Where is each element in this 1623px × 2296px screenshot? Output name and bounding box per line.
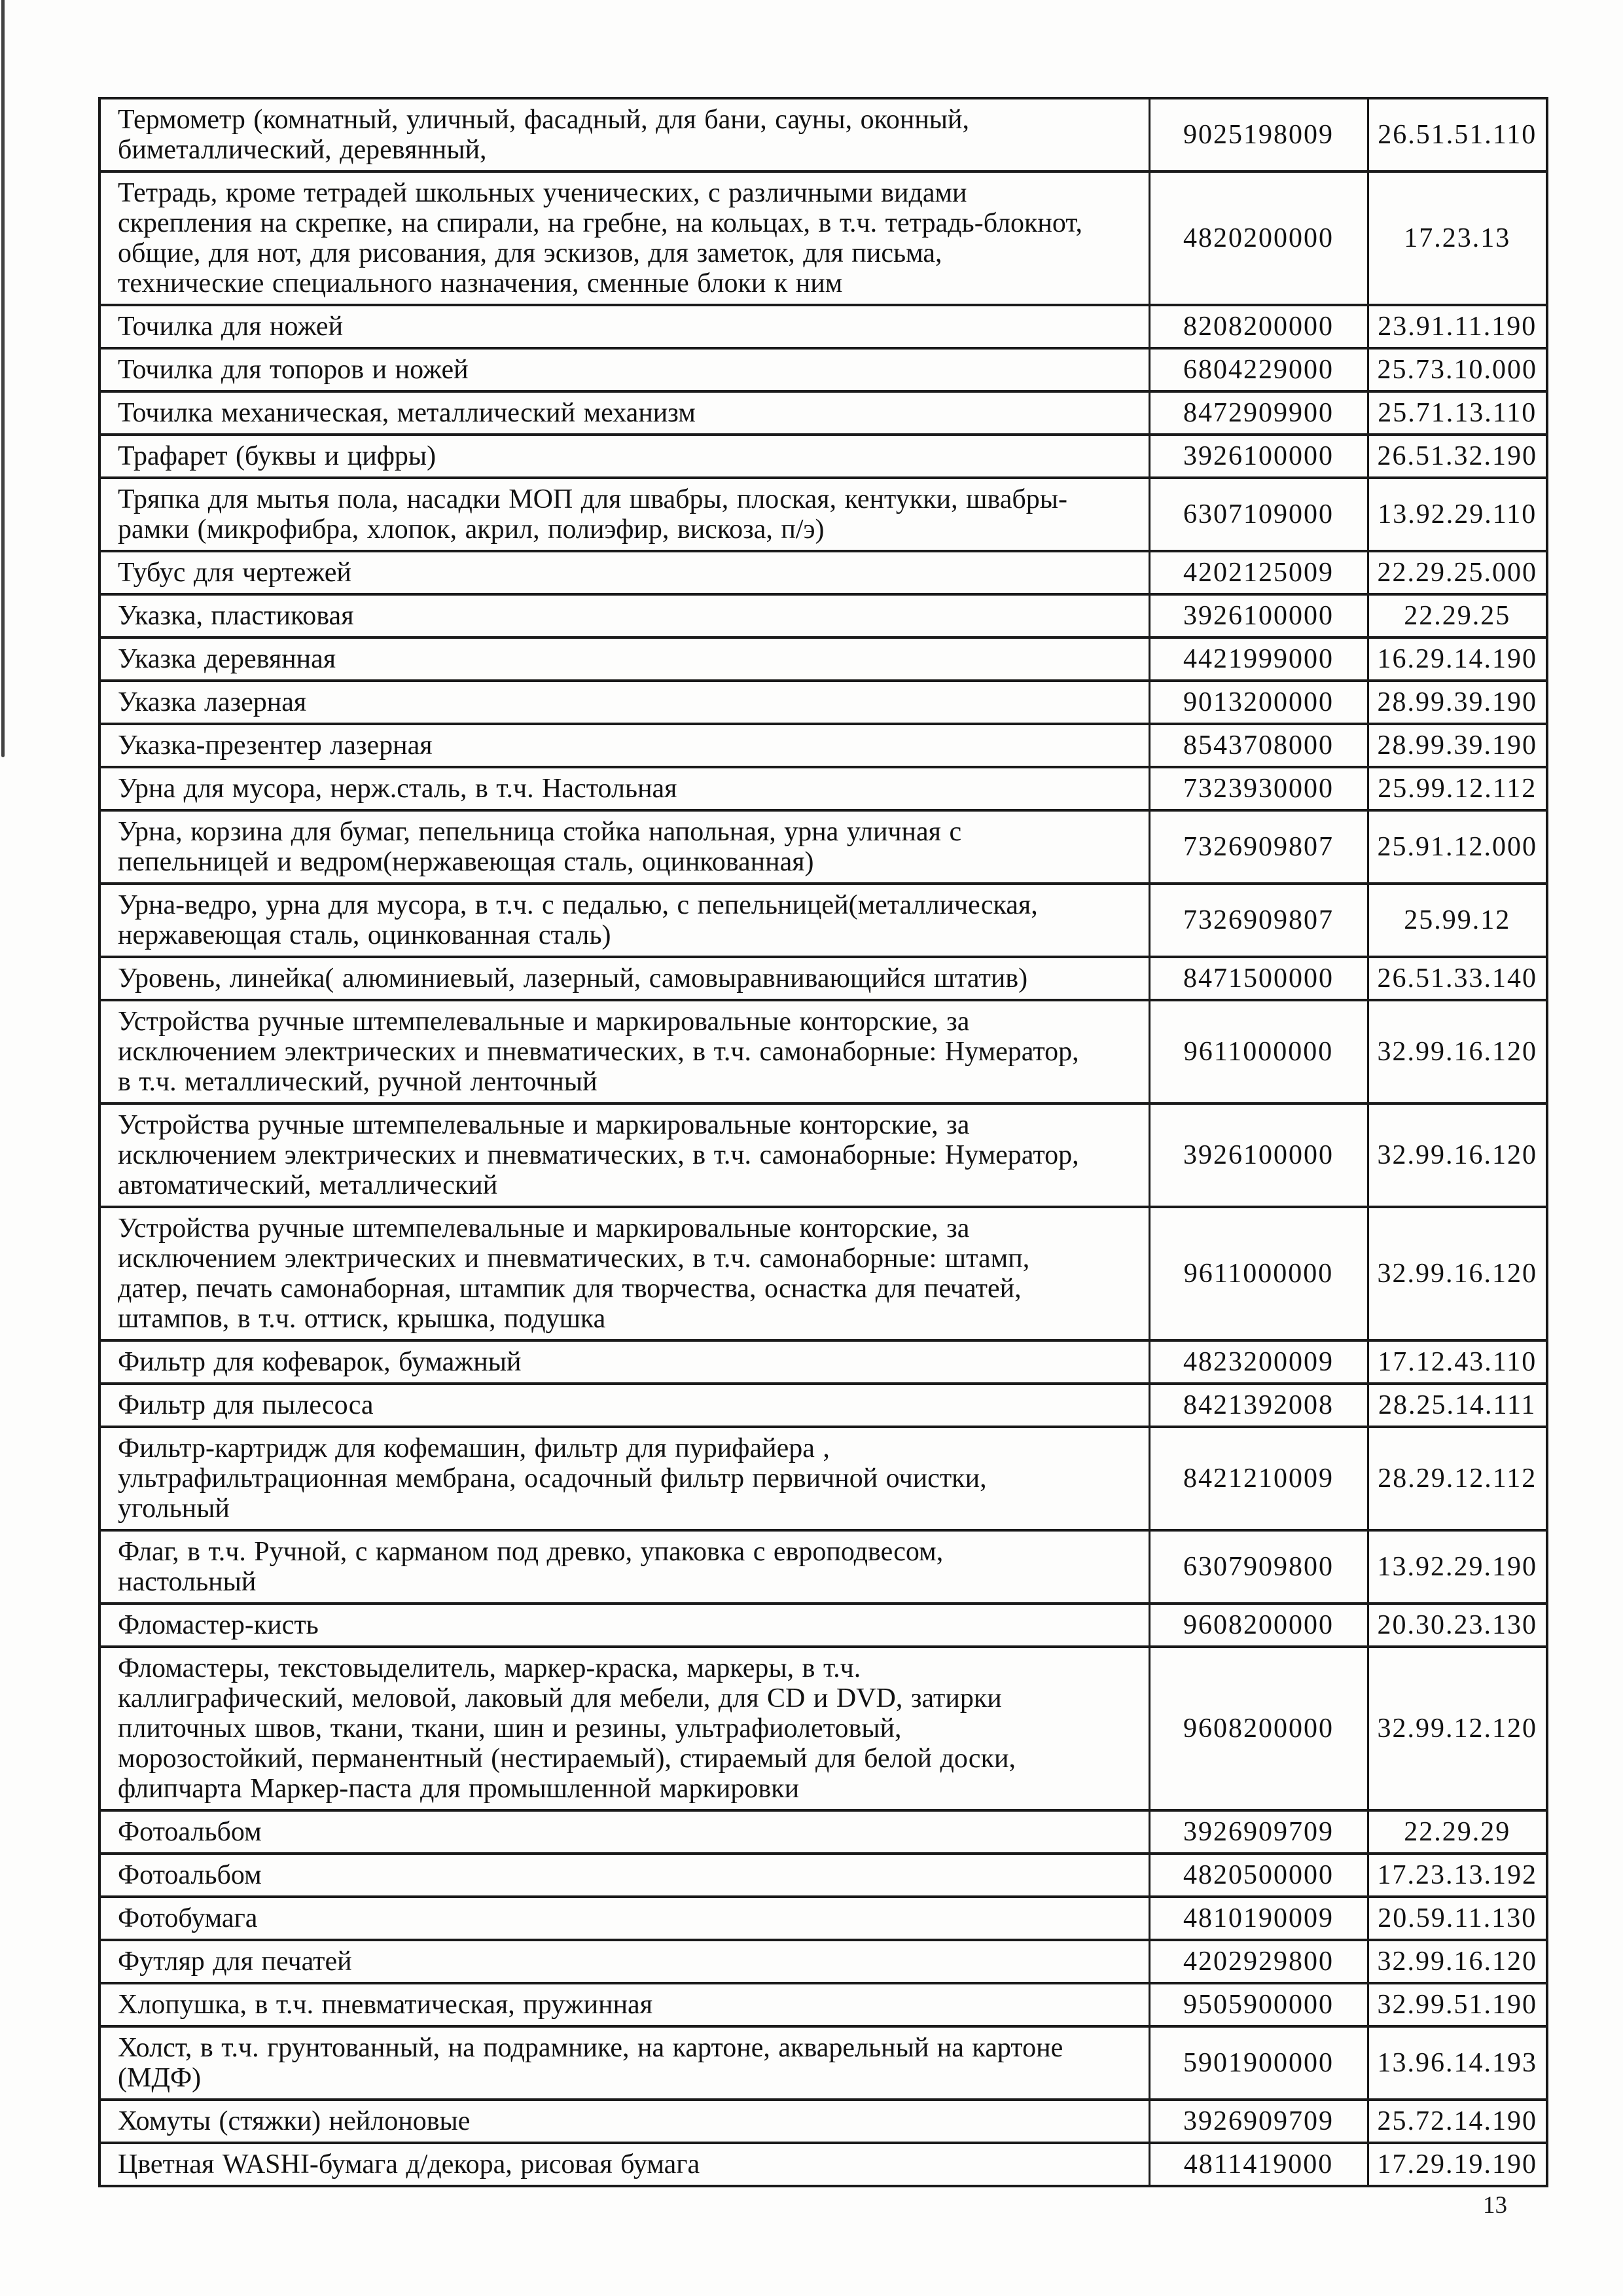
- tnved-code-cell: 8543708000: [1149, 724, 1368, 767]
- tnved-code-cell: 9608200000: [1149, 1604, 1368, 1647]
- okpd2-code-cell: 28.29.12.112: [1368, 1427, 1547, 1530]
- table-row: [99, 551, 1547, 594]
- table-row: [99, 637, 1547, 681]
- table-row: [99, 724, 1547, 767]
- product-description-cell: Термометр (комнатный, уличный, фасадный, для бани, сауны, оконный, биметаллический, деревянный,: [99, 98, 1149, 171]
- product-description-cell: Устройства ручные штемпелевальные и маркировальные конторские, за исключением электрических и пневматических, в т.ч. самонаборные: Нумератор, в т.ч. металлический, ручной ленточный: [99, 1000, 1149, 1103]
- product-description-cell: Точилка для топоров и ножей: [99, 348, 1149, 391]
- tnved-code-cell: 4202929800: [1149, 1940, 1368, 1983]
- okpd2-code-cell: 17.29.19.190: [1368, 2143, 1547, 2186]
- scan-edge-artifact: [1, 0, 5, 757]
- table-row: [99, 1384, 1547, 1427]
- table-row: [99, 98, 1547, 171]
- okpd2-code-cell: 17.23.13.192: [1368, 1854, 1547, 1897]
- tnved-code-cell: 9608200000: [1149, 1647, 1368, 1810]
- product-description-cell: Флаг, в т.ч. Ручной, с карманом под древко, упаковка с европодвесом, настольный: [99, 1530, 1149, 1604]
- product-description-cell: Точилка для ножей: [99, 305, 1149, 348]
- tnved-code-cell: 9013200000: [1149, 681, 1368, 724]
- product-description-cell: Указка, пластиковая: [99, 594, 1149, 637]
- product-description-cell: Точилка механическая, металлический механизм: [99, 391, 1149, 435]
- table-row: [99, 957, 1547, 1000]
- product-description-cell: Футляр для печатей: [99, 1940, 1149, 1983]
- tnved-code-cell: 9505900000: [1149, 1983, 1368, 2026]
- tnved-code-cell: 3926909709: [1149, 1810, 1368, 1854]
- table-row: [99, 1530, 1547, 1604]
- tnved-code-cell: 4811419000: [1149, 2143, 1368, 2186]
- okpd2-code-cell: 16.29.14.190: [1368, 637, 1547, 681]
- table-row: [99, 1000, 1547, 1103]
- product-codes-table-body: [99, 98, 1547, 2186]
- okpd2-code-cell: 28.25.14.111: [1368, 1384, 1547, 1427]
- okpd2-code-cell: 26.51.32.190: [1368, 435, 1547, 478]
- okpd2-code-cell: 32.99.51.190: [1368, 1983, 1547, 2026]
- product-description-cell: Тряпка для мытья пола, насадки МОП для швабры, плоская, кентукки, швабры-рамки (микрофибра, хлопок, акрил, полиэфир, вискоза, п/э): [99, 478, 1149, 551]
- tnved-code-cell: 3926100000: [1149, 435, 1368, 478]
- table-row: [99, 1897, 1547, 1940]
- okpd2-code-cell: 23.91.11.190: [1368, 305, 1547, 348]
- product-description-cell: Тетрадь, кроме тетрадей школьных ученических, с различными видами скрепления на скрепке, на спирали, на гребне, на кольцах, в т.ч. тетрадь-блокнот, общие, для нот, для рисования, для эскизов, для заметок, для письма, технические специального назначения, сменные блоки к ним: [99, 171, 1149, 305]
- product-description-cell: Устройства ручные штемпелевальные и маркировальные конторские, за исключением электрических и пневматических, в т.ч. самонаборные: штамп, датер, печать самонаборная, штампик для творчества, оснастка для печатей, штампов, в т.ч. оттиск, крышка, подушка: [99, 1207, 1149, 1340]
- tnved-code-cell: 9611000000: [1149, 1000, 1368, 1103]
- tnved-code-cell: 8471500000: [1149, 957, 1368, 1000]
- okpd2-code-cell: 28.99.39.190: [1368, 681, 1547, 724]
- table-row: [99, 1427, 1547, 1530]
- product-description-cell: Тубус для чертежей: [99, 551, 1149, 594]
- product-description-cell: Холст, в т.ч. грунтованный, на подрамнике, на картоне, акварельный на картоне (МДФ): [99, 2026, 1149, 2100]
- tnved-code-cell: 4820200000: [1149, 171, 1368, 305]
- table-row: [99, 1983, 1547, 2026]
- product-description-cell: Хлопушка, в т.ч. пневматическая, пружинная: [99, 1983, 1149, 2026]
- tnved-code-cell: 3926100000: [1149, 1103, 1368, 1207]
- product-description-cell: Фильтр для кофеварок, бумажный: [99, 1340, 1149, 1384]
- product-description-cell: Фотоальбом: [99, 1810, 1149, 1854]
- okpd2-code-cell: 17.23.13: [1368, 171, 1547, 305]
- tnved-code-cell: 9611000000: [1149, 1207, 1368, 1340]
- table-row: [99, 1604, 1547, 1647]
- product-description-cell: Хомуты (стяжки) нейлоновые: [99, 2100, 1149, 2143]
- table-row: [99, 1940, 1547, 1983]
- product-description-cell: Урна-ведро, урна для мусора, в т.ч. с педалью, с пепельницей(металлическая, нержавеющая сталь, оцинкованная сталь): [99, 884, 1149, 957]
- okpd2-code-cell: 32.99.16.120: [1368, 1103, 1547, 1207]
- tnved-code-cell: 9025198009: [1149, 98, 1368, 171]
- tnved-code-cell: 6307909800: [1149, 1530, 1368, 1604]
- product-description-cell: Указка деревянная: [99, 637, 1149, 681]
- okpd2-code-cell: 20.59.11.130: [1368, 1897, 1547, 1940]
- tnved-code-cell: 8421210009: [1149, 1427, 1368, 1530]
- tnved-code-cell: 7326909807: [1149, 884, 1368, 957]
- table-row: [99, 2100, 1547, 2143]
- product-description-cell: Указка лазерная: [99, 681, 1149, 724]
- product-description-cell: Фильтр-картридж для кофемашин, фильтр для пурифайера , ультрафильтрационная мембрана, осадочный фильтр первичной очистки, угольный: [99, 1427, 1149, 1530]
- tnved-code-cell: 6804229000: [1149, 348, 1368, 391]
- product-description-cell: Цветная WASHI-бумага д/декора, рисовая бумага: [99, 2143, 1149, 2186]
- table-row: [99, 305, 1547, 348]
- product-codes-table: [98, 97, 1548, 2187]
- okpd2-code-cell: 22.29.29: [1368, 1810, 1547, 1854]
- product-description-cell: Фотоальбом: [99, 1854, 1149, 1897]
- table-row: [99, 884, 1547, 957]
- okpd2-code-cell: 26.51.33.140: [1368, 957, 1547, 1000]
- page-number: 13: [1483, 2192, 1507, 2219]
- okpd2-code-cell: 25.72.14.190: [1368, 2100, 1547, 2143]
- okpd2-code-cell: 25.99.12: [1368, 884, 1547, 957]
- table-row: [99, 2143, 1547, 2186]
- okpd2-code-cell: 25.99.12.112: [1368, 767, 1547, 810]
- product-description-cell: Фломастер-кисть: [99, 1604, 1149, 1647]
- okpd2-code-cell: 22.29.25.000: [1368, 551, 1547, 594]
- product-description-cell: Фильтр для пылесоса: [99, 1384, 1149, 1427]
- tnved-code-cell: 8472909900: [1149, 391, 1368, 435]
- okpd2-code-cell: 13.92.29.190: [1368, 1530, 1547, 1604]
- table-row: [99, 348, 1547, 391]
- tnved-code-cell: 4820500000: [1149, 1854, 1368, 1897]
- okpd2-code-cell: 25.71.13.110: [1368, 391, 1547, 435]
- product-description-cell: Урна, корзина для бумаг, пепельница стойка напольная, урна уличная с пепельницей и ведром(нержавеющая сталь, оцинкованная): [99, 810, 1149, 884]
- okpd2-code-cell: 17.12.43.110: [1368, 1340, 1547, 1384]
- okpd2-code-cell: 20.30.23.130: [1368, 1604, 1547, 1647]
- product-description-cell: Фотобумага: [99, 1897, 1149, 1940]
- tnved-code-cell: 4202125009: [1149, 551, 1368, 594]
- product-description-cell: Указка-презентер лазерная: [99, 724, 1149, 767]
- table-row: [99, 810, 1547, 884]
- table-row: [99, 171, 1547, 305]
- table-row: [99, 594, 1547, 637]
- table-row: [99, 2026, 1547, 2100]
- table-row: [99, 681, 1547, 724]
- tnved-code-cell: 6307109000: [1149, 478, 1368, 551]
- okpd2-code-cell: 22.29.25: [1368, 594, 1547, 637]
- table-row: [99, 435, 1547, 478]
- product-description-cell: Трафарет (буквы и цифры): [99, 435, 1149, 478]
- okpd2-code-cell: 32.99.16.120: [1368, 1000, 1547, 1103]
- okpd2-code-cell: 26.51.51.110: [1368, 98, 1547, 171]
- table-row: [99, 1340, 1547, 1384]
- okpd2-code-cell: 25.73.10.000: [1368, 348, 1547, 391]
- table-row: [99, 1103, 1547, 1207]
- tnved-code-cell: 3926100000: [1149, 594, 1368, 637]
- tnved-code-cell: 7326909807: [1149, 810, 1368, 884]
- tnved-code-cell: 7323930000: [1149, 767, 1368, 810]
- table-row: [99, 1854, 1547, 1897]
- product-description-cell: Урна для мусора, нерж.сталь, в т.ч. Настольная: [99, 767, 1149, 810]
- table-row: [99, 1207, 1547, 1340]
- tnved-code-cell: 8208200000: [1149, 305, 1368, 348]
- table-row: [99, 767, 1547, 810]
- product-description-cell: Фломастеры, текстовыделитель, маркер-краска, маркеры, в т.ч. каллиграфический, меловой, лаковый для мебели, для CD и DVD, затирки плиточных швов, ткани, ткани, шин и резины, ультрафиолетовый, морозостойкий, перманентный (нестираемый), стираемый для белой доски, флипчарта Маркер-паста для промышленной маркировки: [99, 1647, 1149, 1810]
- tnved-code-cell: 4810190009: [1149, 1897, 1368, 1940]
- okpd2-code-cell: 25.91.12.000: [1368, 810, 1547, 884]
- tnved-code-cell: 4823200009: [1149, 1340, 1368, 1384]
- okpd2-code-cell: 32.99.16.120: [1368, 1207, 1547, 1340]
- okpd2-code-cell: 13.92.29.110: [1368, 478, 1547, 551]
- table-row: [99, 1647, 1547, 1810]
- product-description-cell: Уровень, линейка( алюминиевый, лазерный, самовыравнивающийся штатив): [99, 957, 1149, 1000]
- tnved-code-cell: 3926909709: [1149, 2100, 1368, 2143]
- tnved-code-cell: 4421999000: [1149, 637, 1368, 681]
- table-row: [99, 391, 1547, 435]
- okpd2-code-cell: 13.96.14.193: [1368, 2026, 1547, 2100]
- okpd2-code-cell: 32.99.12.120: [1368, 1647, 1547, 1810]
- product-description-cell: Устройства ручные штемпелевальные и маркировальные конторские, за исключением электрических и пневматических, в т.ч. самонаборные: Нумератор, автоматический, металлический: [99, 1103, 1149, 1207]
- okpd2-code-cell: 28.99.39.190: [1368, 724, 1547, 767]
- okpd2-code-cell: 32.99.16.120: [1368, 1940, 1547, 1983]
- table-row: [99, 1810, 1547, 1854]
- tnved-code-cell: 8421392008: [1149, 1384, 1368, 1427]
- table-row: [99, 478, 1547, 551]
- tnved-code-cell: 5901900000: [1149, 2026, 1368, 2100]
